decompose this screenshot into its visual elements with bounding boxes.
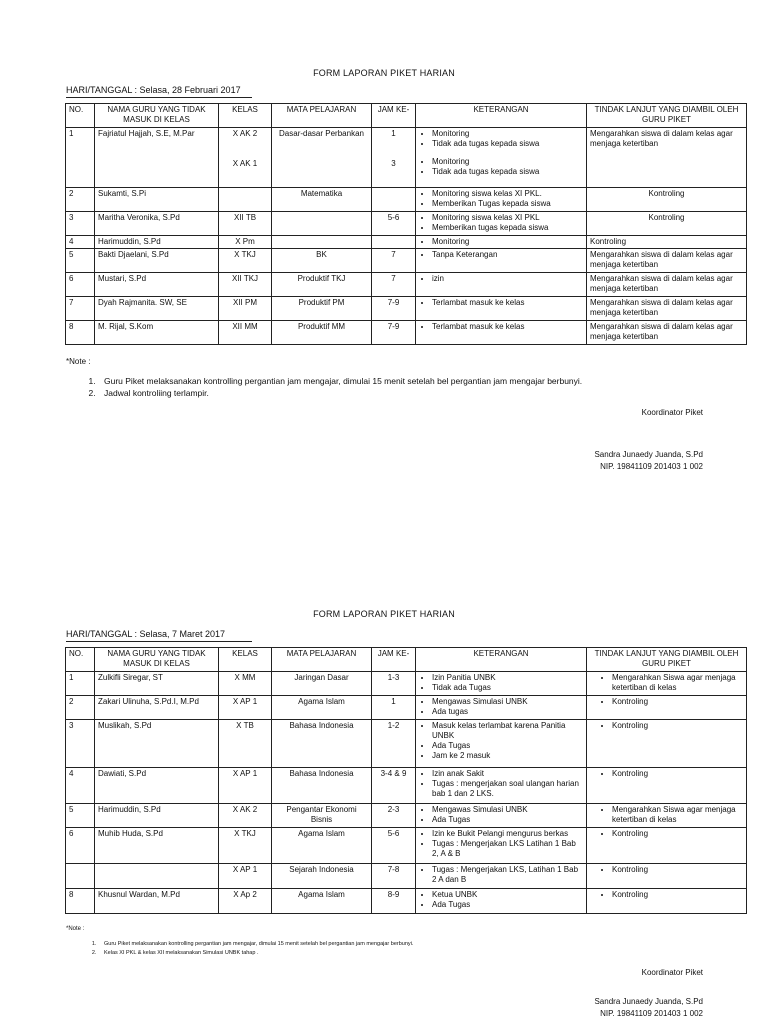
cell-keterangan xyxy=(416,804,587,828)
table-row xyxy=(66,273,747,297)
cell-nama xyxy=(95,864,219,889)
cell-jam: 7-9 xyxy=(372,321,416,345)
cell-kelas: X AK 2 xyxy=(219,804,272,828)
cell-keterangan xyxy=(416,297,587,321)
header-no: NO. xyxy=(66,104,95,128)
cell-mapel: Agama Islam xyxy=(272,889,372,914)
cell-jam: 3-4 & 9 xyxy=(372,768,416,804)
table-row xyxy=(66,236,747,249)
cell-keterangan xyxy=(416,188,587,212)
header-keterangan: KETERANGAN xyxy=(416,648,587,672)
cell-no: 3 xyxy=(66,720,95,768)
note-item: 2. Kelas XI PKL & kelas XII melaksanakan Simulasi UNBK tahap . xyxy=(98,949,413,958)
form-title: FORM LAPORAN PIKET HARIAN xyxy=(313,609,455,619)
cell-kelas: XII MM xyxy=(219,321,272,345)
cell-tindak-lanjut: Kontroling xyxy=(587,188,747,212)
form-title: FORM LAPORAN PIKET HARIAN xyxy=(313,68,455,78)
keterangan-item: • Tugas : Mengerjakan LKS, Latihan 1 Bab 2 A dan B xyxy=(432,865,583,885)
cell-nama: Harimuddin, S.Pd xyxy=(95,236,219,249)
cell-nama: Maritha Veronika, S.Pd xyxy=(95,212,219,236)
cell-nama: Zakari Ulinuha, S.Pd.I, M.Pd xyxy=(95,696,219,720)
table-row xyxy=(66,889,747,914)
cell-jam xyxy=(372,128,416,188)
cell-mapel: BK xyxy=(272,249,372,273)
cell-nama: Muhib Huda, S.Pd xyxy=(95,828,219,864)
signer-nip: NIP. 19841109 201403 1 002 xyxy=(600,462,703,471)
cell-kelas: X Ap 2 xyxy=(219,889,272,914)
cell-nama: Dyah Rajmanita. SW, SE xyxy=(95,297,219,321)
keterangan-item: • Mengawas Simulasi UNBK xyxy=(432,697,583,707)
cell-jam: 2-3 xyxy=(372,804,416,828)
notes-list xyxy=(66,940,413,958)
cell-mapel: Agama Islam xyxy=(272,828,372,864)
table-header-row xyxy=(66,104,747,128)
cell-keterangan xyxy=(416,889,587,914)
cell-no: 5 xyxy=(66,249,95,273)
cell-keterangan xyxy=(416,696,587,720)
header-no: NO. xyxy=(66,648,95,672)
tindak-item: • Kontroling xyxy=(612,829,743,839)
cell-jam-2: 3 xyxy=(391,159,396,168)
keterangan-item: • Ada tugas xyxy=(432,707,583,717)
tindak-item: • Mengarahkan Siswa agar menjaga ketertiban di kelas xyxy=(612,805,743,825)
cell-jam: 5-6 xyxy=(372,828,416,864)
cell-kelas: X MM xyxy=(219,672,272,696)
tindak-item: • Kontroling xyxy=(612,890,743,900)
cell-mapel: Produktif TKJ xyxy=(272,273,372,297)
cell-no: 6 xyxy=(66,273,95,297)
table-header-row xyxy=(66,648,747,672)
cell-no: 2 xyxy=(66,188,95,212)
cell-nama: Dawiati, S.Pd xyxy=(95,768,219,804)
table-row xyxy=(66,249,747,273)
cell-kelas xyxy=(219,128,272,188)
date-underline xyxy=(66,641,252,642)
cell-no: 7 xyxy=(66,297,95,321)
cell-keterangan xyxy=(416,128,587,188)
cell-mapel: Sejarah Indonesia xyxy=(272,864,372,889)
note-item: 2. Jadwal kontroliing terlampir. xyxy=(98,387,582,399)
keterangan-item: • Tanpa Keterangan xyxy=(432,250,583,260)
signer-nip: NIP. 19841109 201403 1 002 xyxy=(600,1009,703,1018)
keterangan-item: • Mengawas Simulasi UNBK xyxy=(432,805,583,815)
cell-nama: Fajriatul Hajjah, S.E, M.Par xyxy=(95,128,219,188)
keterangan-item: • Tugas : Mengerjakan LKS Latihan 1 Bab 2, A & B xyxy=(432,839,583,859)
keterangan-item: • Monitoring siswa kelas XI PKL xyxy=(432,213,583,223)
note-label: *Note : xyxy=(66,357,91,366)
cell-kelas: X AP 1 xyxy=(219,696,272,720)
keterangan-item: • Izin ke Bukit Pelangi mengurus berkas xyxy=(432,829,583,839)
form-date: HARI/TANGGAL : Selasa, 28 Februari 2017 xyxy=(66,85,241,95)
header-kelas: KELAS xyxy=(219,648,272,672)
header-keterangan: KETERANGAN xyxy=(416,104,587,128)
notes-list xyxy=(66,375,582,399)
cell-nama: Harimuddin, S.Pd xyxy=(95,804,219,828)
cell-kelas: XII TKJ xyxy=(219,273,272,297)
cell-jam: 7-8 xyxy=(372,864,416,889)
cell-keterangan xyxy=(416,212,587,236)
cell-keterangan xyxy=(416,720,587,768)
table-row xyxy=(66,720,747,768)
cell-nama: Zulkifli Siregar, ST xyxy=(95,672,219,696)
table-row xyxy=(66,768,747,804)
keterangan-item: • Monitoring xyxy=(432,129,583,139)
cell-tindak-lanjut xyxy=(587,696,747,720)
cell-jam: 5-6 xyxy=(372,212,416,236)
keterangan-item: • Monitoring xyxy=(432,237,583,247)
tindak-item: • Kontroling xyxy=(612,721,743,731)
table-row xyxy=(66,804,747,828)
cell-keterangan xyxy=(416,321,587,345)
cell-jam: 7 xyxy=(372,273,416,297)
cell-mapel: Bahasa Indonesia xyxy=(272,768,372,804)
cell-jam xyxy=(372,236,416,249)
cell-no: 4 xyxy=(66,768,95,804)
table-row xyxy=(66,696,747,720)
cell-jam: 1-2 xyxy=(372,720,416,768)
cell-mapel: Dasar-dasar Perbankan xyxy=(272,128,372,188)
cell-no: 8 xyxy=(66,321,95,345)
cell-keterangan xyxy=(416,672,587,696)
header-tindak-lanjut: TINDAK LANJUT YANG DIAMBIL OLEH GURU PIKET xyxy=(587,104,747,128)
cell-kelas-2: X AK 1 xyxy=(232,159,258,168)
cell-no: 8 xyxy=(66,889,95,914)
cell-kelas: XII TB xyxy=(219,212,272,236)
cell-no xyxy=(66,864,95,889)
cell-no: 6 xyxy=(66,828,95,864)
cell-mapel: Bahasa Indonesia xyxy=(272,720,372,768)
cell-keterangan xyxy=(416,273,587,297)
cell-tindak-lanjut: Mengarahkan siswa di dalam kelas agar menjaga ketertiban xyxy=(587,321,747,345)
keterangan-item: • Ada Tugas xyxy=(432,815,583,825)
cell-keterangan xyxy=(416,249,587,273)
keterangan-item: • Izin Panitia UNBK xyxy=(432,673,583,683)
header-mapel: MATA PELAJARAN xyxy=(272,648,372,672)
cell-no: 2 xyxy=(66,696,95,720)
cell-tindak-lanjut: Kontroling xyxy=(587,212,747,236)
cell-nama: Mustari, S.Pd xyxy=(95,273,219,297)
cell-nama: M. Rijal, S.Kom xyxy=(95,321,219,345)
keterangan-item: • izin xyxy=(432,274,583,284)
table-row xyxy=(66,128,747,188)
header-jam: JAM KE- xyxy=(372,648,416,672)
header-nama: NAMA GURU YANG TIDAK MASUK DI KELAS xyxy=(95,648,219,672)
coordinator-title: Koordinator Piket xyxy=(641,968,703,977)
keterangan-item: • Izin anak Sakit xyxy=(432,769,583,779)
cell-no: 5 xyxy=(66,804,95,828)
cell-tindak-lanjut: Mengarahkan siswa di dalam kelas agar menjaga ketertiban xyxy=(587,249,747,273)
keterangan-item: • Tidak ada tugas kepada siswa xyxy=(432,167,583,177)
cell-tindak-lanjut xyxy=(587,672,747,696)
cell-nama: Khusnul Wardan, M.Pd xyxy=(95,889,219,914)
date-underline xyxy=(66,97,252,98)
keterangan-item: • Terlambat masuk ke kelas xyxy=(432,322,583,332)
cell-kelas: X AP 1 xyxy=(219,768,272,804)
note-item: 1. Guru Piket melaksanakan kontrolling pergantian jam mengajar, dimulai 15 menit setelah bel pergantian jam mengajar berbunyi. xyxy=(98,940,413,949)
keterangan-item: • Terlambat masuk ke kelas xyxy=(432,298,583,308)
cell-kelas: X AP 1 xyxy=(219,864,272,889)
cell-tindak-lanjut xyxy=(587,768,747,804)
keterangan-item: • Masuk kelas terlambat karena Panitia UNBK xyxy=(432,721,583,741)
table-row xyxy=(66,864,747,889)
header-tindak-lanjut: TINDAK LANJUT YANG DIAMBIL OLEH GURU PIKET xyxy=(587,648,747,672)
signer-name: Sandra Junaedy Juanda, S.Pd xyxy=(594,450,703,459)
cell-mapel: Produktif PM xyxy=(272,297,372,321)
signer-name: Sandra Junaedy Juanda, S.Pd xyxy=(594,997,703,1006)
cell-jam: 7 xyxy=(372,249,416,273)
cell-tindak-lanjut: Kontroling xyxy=(587,236,747,249)
report-table xyxy=(65,103,747,345)
cell-tindak-lanjut xyxy=(587,864,747,889)
cell-mapel: Pengantar Ekonomi Bisnis xyxy=(272,804,372,828)
note-label: *Note : xyxy=(66,926,85,932)
form-date: HARI/TANGGAL : Selasa, 7 Maret 2017 xyxy=(66,629,226,639)
keterangan-item: • Ketua UNBK xyxy=(432,890,583,900)
table-row xyxy=(66,297,747,321)
cell-jam: 8-9 xyxy=(372,889,416,914)
table-row xyxy=(66,672,747,696)
cell-mapel xyxy=(272,212,372,236)
table-row xyxy=(66,321,747,345)
tindak-item: • Kontroling xyxy=(612,697,743,707)
keterangan-item: • Tidak ada Tugas xyxy=(432,683,583,693)
cell-mapel xyxy=(272,236,372,249)
tindak-item: • Kontroling xyxy=(612,865,743,875)
cell-tindak-lanjut: Mengarahkan siswa di dalam kelas agar menjaga ketertiban xyxy=(587,273,747,297)
cell-nama: Muslikah, S.Pd xyxy=(95,720,219,768)
cell-no: 3 xyxy=(66,212,95,236)
tindak-item: • Mengarahkan Siswa agar menjaga ketertiban di kelas xyxy=(612,673,743,693)
cell-nama: Sukamti, S.Pi xyxy=(95,188,219,212)
header-nama: NAMA GURU YANG TIDAK MASUK DI KELAS xyxy=(95,104,219,128)
cell-jam: 7-9 xyxy=(372,297,416,321)
keterangan-item: • Jam ke 2 masuk xyxy=(432,751,583,761)
cell-keterangan xyxy=(416,828,587,864)
keterangan-item: • Memberikan Tugas kepada siswa xyxy=(432,199,583,209)
cell-jam: 1-3 xyxy=(372,672,416,696)
cell-kelas: XII PM xyxy=(219,297,272,321)
keterangan-item: • Tidak ada tugas kepada siswa xyxy=(432,139,583,149)
cell-jam-1: 1 xyxy=(391,129,396,138)
cell-jam xyxy=(372,188,416,212)
cell-no: 1 xyxy=(66,672,95,696)
keterangan-item: • Memberikan tugas kepada siswa xyxy=(432,223,583,233)
header-kelas: KELAS xyxy=(219,104,272,128)
cell-no: 1 xyxy=(66,128,95,188)
header-mapel: MATA PELAJARAN xyxy=(272,104,372,128)
keterangan-item: • Monitoring siswa kelas XI PKL. xyxy=(432,189,583,199)
table-row xyxy=(66,828,747,864)
cell-tindak-lanjut xyxy=(587,889,747,914)
cell-kelas: X TKJ xyxy=(219,249,272,273)
cell-kelas-1: X AK 2 xyxy=(232,129,258,138)
note-item: 1. Guru Piket melaksanakan kontrolling pergantian jam mengajar, dimulai 15 menit setelah bel pergantian jam mengajar berbunyi. xyxy=(98,375,582,387)
cell-kelas: X Pm xyxy=(219,236,272,249)
keterangan-item: • Tugas : mengerjakan soal ulangan harian bab 1 dan 2 LKS. xyxy=(432,779,583,799)
coordinator-title: Koordinator Piket xyxy=(641,408,703,417)
table-row xyxy=(66,188,747,212)
cell-tindak-lanjut xyxy=(587,828,747,864)
header-jam: JAM KE- xyxy=(372,104,416,128)
cell-kelas: X TKJ xyxy=(219,828,272,864)
cell-tindak-lanjut: Mengarahkan siswa di dalam kelas agar menjaga ketertiban xyxy=(587,128,747,188)
cell-kelas: X TB xyxy=(219,720,272,768)
cell-keterangan xyxy=(416,768,587,804)
cell-kelas xyxy=(219,188,272,212)
cell-tindak-lanjut: Mengarahkan siswa di dalam kelas agar menjaga ketertiban xyxy=(587,297,747,321)
keterangan-item: • Ada Tugas xyxy=(432,741,583,751)
cell-keterangan xyxy=(416,236,587,249)
cell-mapel: Jaringan Dasar xyxy=(272,672,372,696)
cell-tindak-lanjut xyxy=(587,804,747,828)
cell-mapel: Produktif MM xyxy=(272,321,372,345)
keterangan-item: • Monitoring xyxy=(432,157,583,167)
cell-nama: Bakti Djaelani, S.Pd xyxy=(95,249,219,273)
tindak-item: • Kontroling xyxy=(612,769,743,779)
cell-mapel: Matematika xyxy=(272,188,372,212)
cell-keterangan xyxy=(416,864,587,889)
keterangan-item: • Ada Tugas xyxy=(432,900,583,910)
cell-mapel: Agama Islam xyxy=(272,696,372,720)
cell-jam: 1 xyxy=(372,696,416,720)
cell-tindak-lanjut xyxy=(587,720,747,768)
report-table xyxy=(65,647,747,914)
table-row xyxy=(66,212,747,236)
cell-no: 4 xyxy=(66,236,95,249)
